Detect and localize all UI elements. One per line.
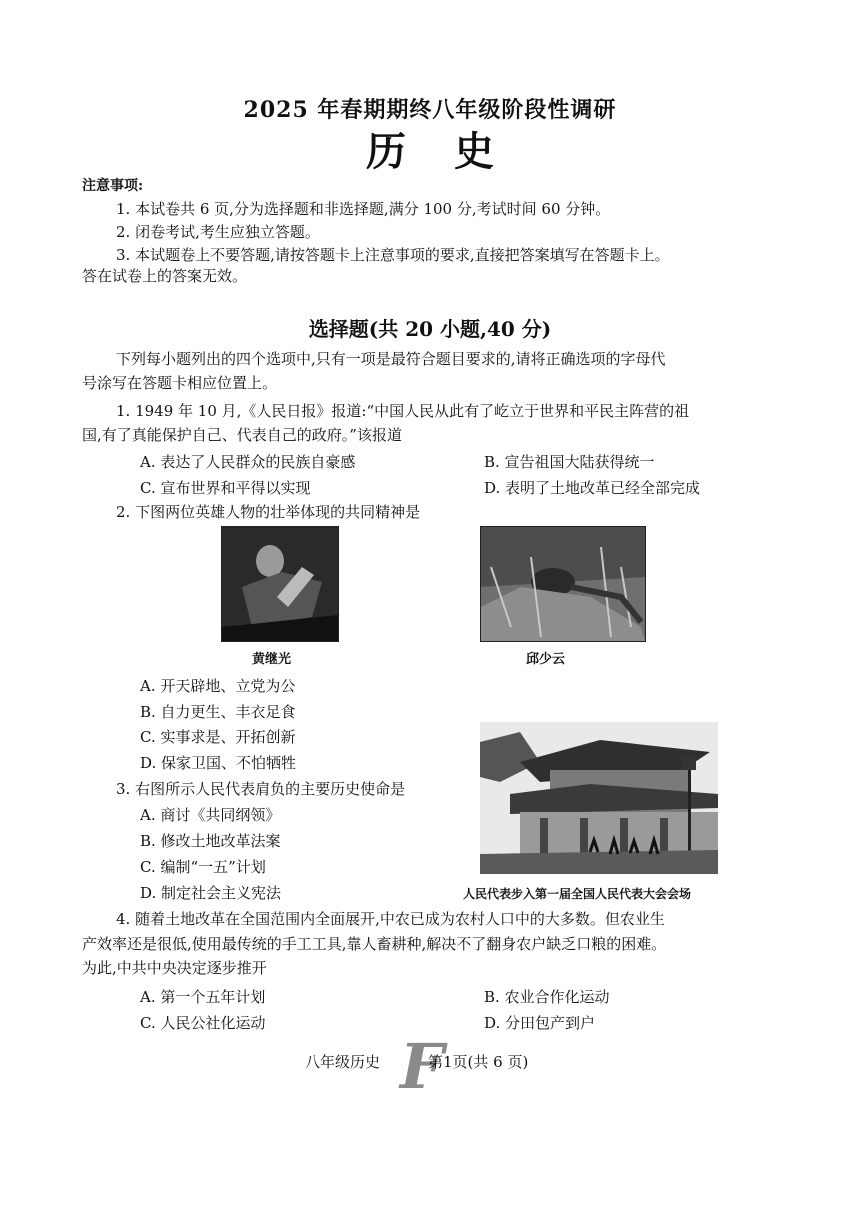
- footer-subject: 八年级历史: [305, 1053, 381, 1071]
- notice-item-1: 1. 本试卷共 6 页,分为选择题和非选择题,满分 100 分,考试时间 60 分钟。: [116, 200, 611, 218]
- paper-version-mark: F: [400, 1030, 445, 1103]
- section-instruction-1: 下列每小题列出的四个选项中,只有一项是最符合题目要求的,请将正确选项的字母代: [116, 350, 666, 368]
- q3-option-a: A. 商讨《共同纲领》: [140, 806, 281, 824]
- qiu-shaoyun-photo: [480, 526, 646, 642]
- notice-item-3: 3. 本试题卷上不要答题,请按答题卡上注意事项的要求,直接把答案填写在答题卡上。: [116, 246, 670, 264]
- q3-stem: 3. 右图所示人民代表肩负的主要历史使命是: [116, 780, 406, 798]
- huang-jiguang-photo: [221, 526, 339, 642]
- notice-item-2: 2. 闭卷考试,考生应独立答题。: [116, 223, 320, 241]
- q1-stem-2: 国,有了真能保护自己、代表自己的政府。”该报道: [82, 426, 402, 444]
- q2-stem: 2. 下图两位英雄人物的壮举体现的共同精神是: [116, 503, 421, 521]
- q1-option-d: D. 表明了土地改革已经全部完成: [484, 479, 701, 497]
- q3-option-c: C. 编制“一五”计划: [140, 858, 266, 876]
- q4-stem-1: 4. 随着土地改革在全国范围内全面展开,中农已成为农村人口中的大多数。但农业生: [116, 910, 665, 928]
- q4-stem-2: 产效率还是很低,使用最传统的手工工具,靠人畜耕种,解决不了翻身农户缺乏口粮的困难。: [82, 935, 667, 953]
- footer-page-number: 第1页(共 6 页): [428, 1053, 529, 1071]
- caption-qiu-shaoyun: 邱少云: [526, 652, 566, 667]
- q4-option-b: B. 农业合作化运动: [484, 988, 610, 1006]
- notice-heading: 注意事项:: [82, 178, 144, 194]
- q4-option-c: C. 人民公社化运动: [140, 1014, 266, 1032]
- subject-title: 历史: [366, 128, 542, 175]
- q3-option-b: B. 修改土地改革法案: [140, 832, 281, 850]
- section-title: 选择题(共 20 小题,40 分): [308, 317, 552, 341]
- q1-stem-1: 1. 1949 年 10 月,《人民日报》报道:“中国人民从此有了屹立于世界和平民主阵营的祖: [116, 402, 690, 420]
- notice-item-3-cont: 答在试卷上的答案无效。: [82, 267, 248, 285]
- q1-option-c: C. 宣布世界和平得以实现: [140, 479, 311, 497]
- q2-option-a: A. 开天辟地、立党为公: [140, 677, 296, 695]
- q2-option-b: B. 自力更生、丰衣足食: [140, 703, 296, 721]
- q4-option-a: A. 第一个五年计划: [140, 988, 266, 1006]
- caption-congress-hall: 人民代表步入第一届全国人民代表大会会场: [463, 887, 692, 901]
- q2-option-d: D. 保家卫国、不怕牺牲: [140, 754, 297, 772]
- q1-option-b: B. 宣告祖国大陆获得统一: [484, 453, 655, 471]
- caption-huang-jiguang: 黄继光: [252, 652, 292, 667]
- section-instruction-2: 号涂写在答题卡相应位置上。: [82, 374, 278, 392]
- exam-title: 2025 年春期期终八年级阶段性调研: [243, 97, 617, 123]
- q1-option-a: A. 表达了人民群众的民族自豪感: [140, 453, 356, 471]
- q3-option-d: D. 制定社会主义宪法: [140, 884, 282, 902]
- q4-option-d: D. 分田包产到户: [484, 1014, 596, 1032]
- q2-option-c: C. 实事求是、开拓创新: [140, 728, 296, 746]
- q4-stem-3: 为此,中共中央决定逐步推开: [82, 959, 267, 977]
- congress-hall-photo: [480, 722, 718, 874]
